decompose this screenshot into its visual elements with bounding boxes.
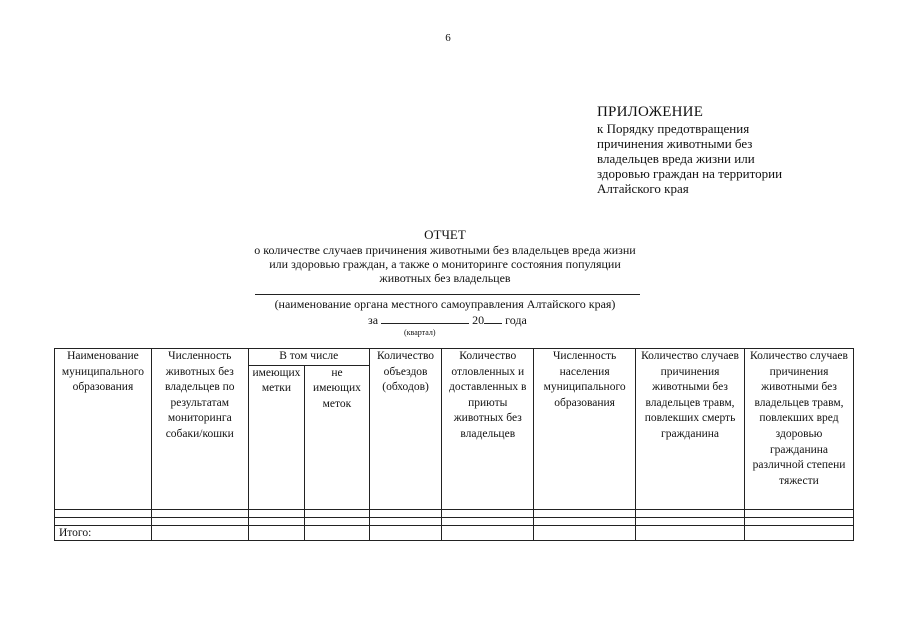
period-prefix: за	[368, 313, 379, 327]
header-deaths: Количество случаев причинения животными без владельцев травм, повлекших смерть гражданина	[636, 349, 745, 510]
table-cell[interactable]	[305, 525, 370, 540]
table-cell[interactable]	[369, 525, 442, 540]
table-cell[interactable]	[305, 509, 370, 517]
table-cell[interactable]	[369, 517, 442, 525]
appendix-line: причинения животными без	[597, 136, 753, 151]
table-cell[interactable]	[442, 509, 534, 517]
table-cell[interactable]	[442, 525, 534, 540]
header-with-tags: имеющих метки	[248, 365, 304, 509]
quarter-caption: (квартал)	[404, 328, 436, 337]
table-cell[interactable]	[248, 509, 304, 517]
table-cell[interactable]	[636, 509, 745, 517]
header-injuries: Количество случаев причинения животными без владельцев травм, повлекших вред здоровью гражданина различной степени тяжести	[745, 349, 854, 510]
table-cell[interactable]	[534, 517, 636, 525]
report-table	[54, 348, 854, 541]
appendix-line: здоровью граждан на территории	[597, 166, 783, 181]
page-number: 6	[445, 32, 451, 44]
period-suffix: года	[505, 313, 527, 327]
table-row	[55, 517, 854, 525]
table-cell[interactable]	[534, 509, 636, 517]
period-year-prefix: 20	[472, 313, 485, 327]
report-subtitle-line: или здоровью граждан, а также о мониторинге состояния популяции	[269, 257, 621, 271]
header-rounds: Количество объездов (обходов)	[369, 349, 442, 510]
quarter-field-line[interactable]	[381, 313, 469, 324]
table-row	[55, 509, 854, 517]
table-cell[interactable]	[248, 525, 304, 540]
header-municipality: Наименование муниципального образования	[55, 349, 152, 510]
header-animal-count: Численность животных без владельцев по результатам мониторинга собаки/кошки	[151, 349, 248, 510]
report-subtitle-line: животных без владельцев	[379, 271, 511, 285]
header-captured: Количество отловленных и доставленных в приюты животных без владельцев	[442, 349, 534, 510]
year-field-line[interactable]	[484, 313, 502, 324]
org-name-caption: (наименование органа местного самоуправления Алтайского края)	[274, 297, 616, 311]
header-without-tags: не имеющих меток	[305, 365, 370, 509]
table-cell[interactable]	[55, 517, 152, 525]
table-cell[interactable]	[745, 517, 854, 525]
org-name-field-line[interactable]	[255, 294, 640, 295]
header-population: Численность населения муниципального образования	[534, 349, 636, 510]
report-title: ОТЧЕТ	[424, 227, 466, 242]
table-cell[interactable]	[534, 525, 636, 540]
table-cell[interactable]	[151, 517, 248, 525]
table-cell[interactable]	[636, 517, 745, 525]
table-cell[interactable]	[636, 525, 745, 540]
table-cell[interactable]	[248, 517, 304, 525]
total-row	[55, 525, 854, 540]
appendix-line: Алтайского края	[597, 181, 689, 196]
table-cell[interactable]	[745, 509, 854, 517]
report-header	[200, 228, 690, 285]
table-cell[interactable]	[369, 509, 442, 517]
report-period	[368, 313, 527, 328]
appendix-line: к Порядку предотвращения	[597, 121, 750, 136]
header-including: В том числе	[248, 349, 369, 366]
table-cell[interactable]	[745, 525, 854, 540]
appendix-block	[597, 105, 782, 196]
report-subtitle-line: о количестве случаев причинения животными без владельцев вреда жизни	[254, 243, 636, 257]
table-cell[interactable]	[305, 517, 370, 525]
table-cell[interactable]	[151, 525, 248, 540]
total-label: Итого:	[55, 525, 152, 540]
table-cell[interactable]	[442, 517, 534, 525]
appendix-line: владельцев вреда жизни или	[597, 151, 755, 166]
table-cell[interactable]	[151, 509, 248, 517]
appendix-title: ПРИЛОЖЕНИЕ	[597, 104, 704, 120]
table-cell[interactable]	[55, 509, 152, 517]
